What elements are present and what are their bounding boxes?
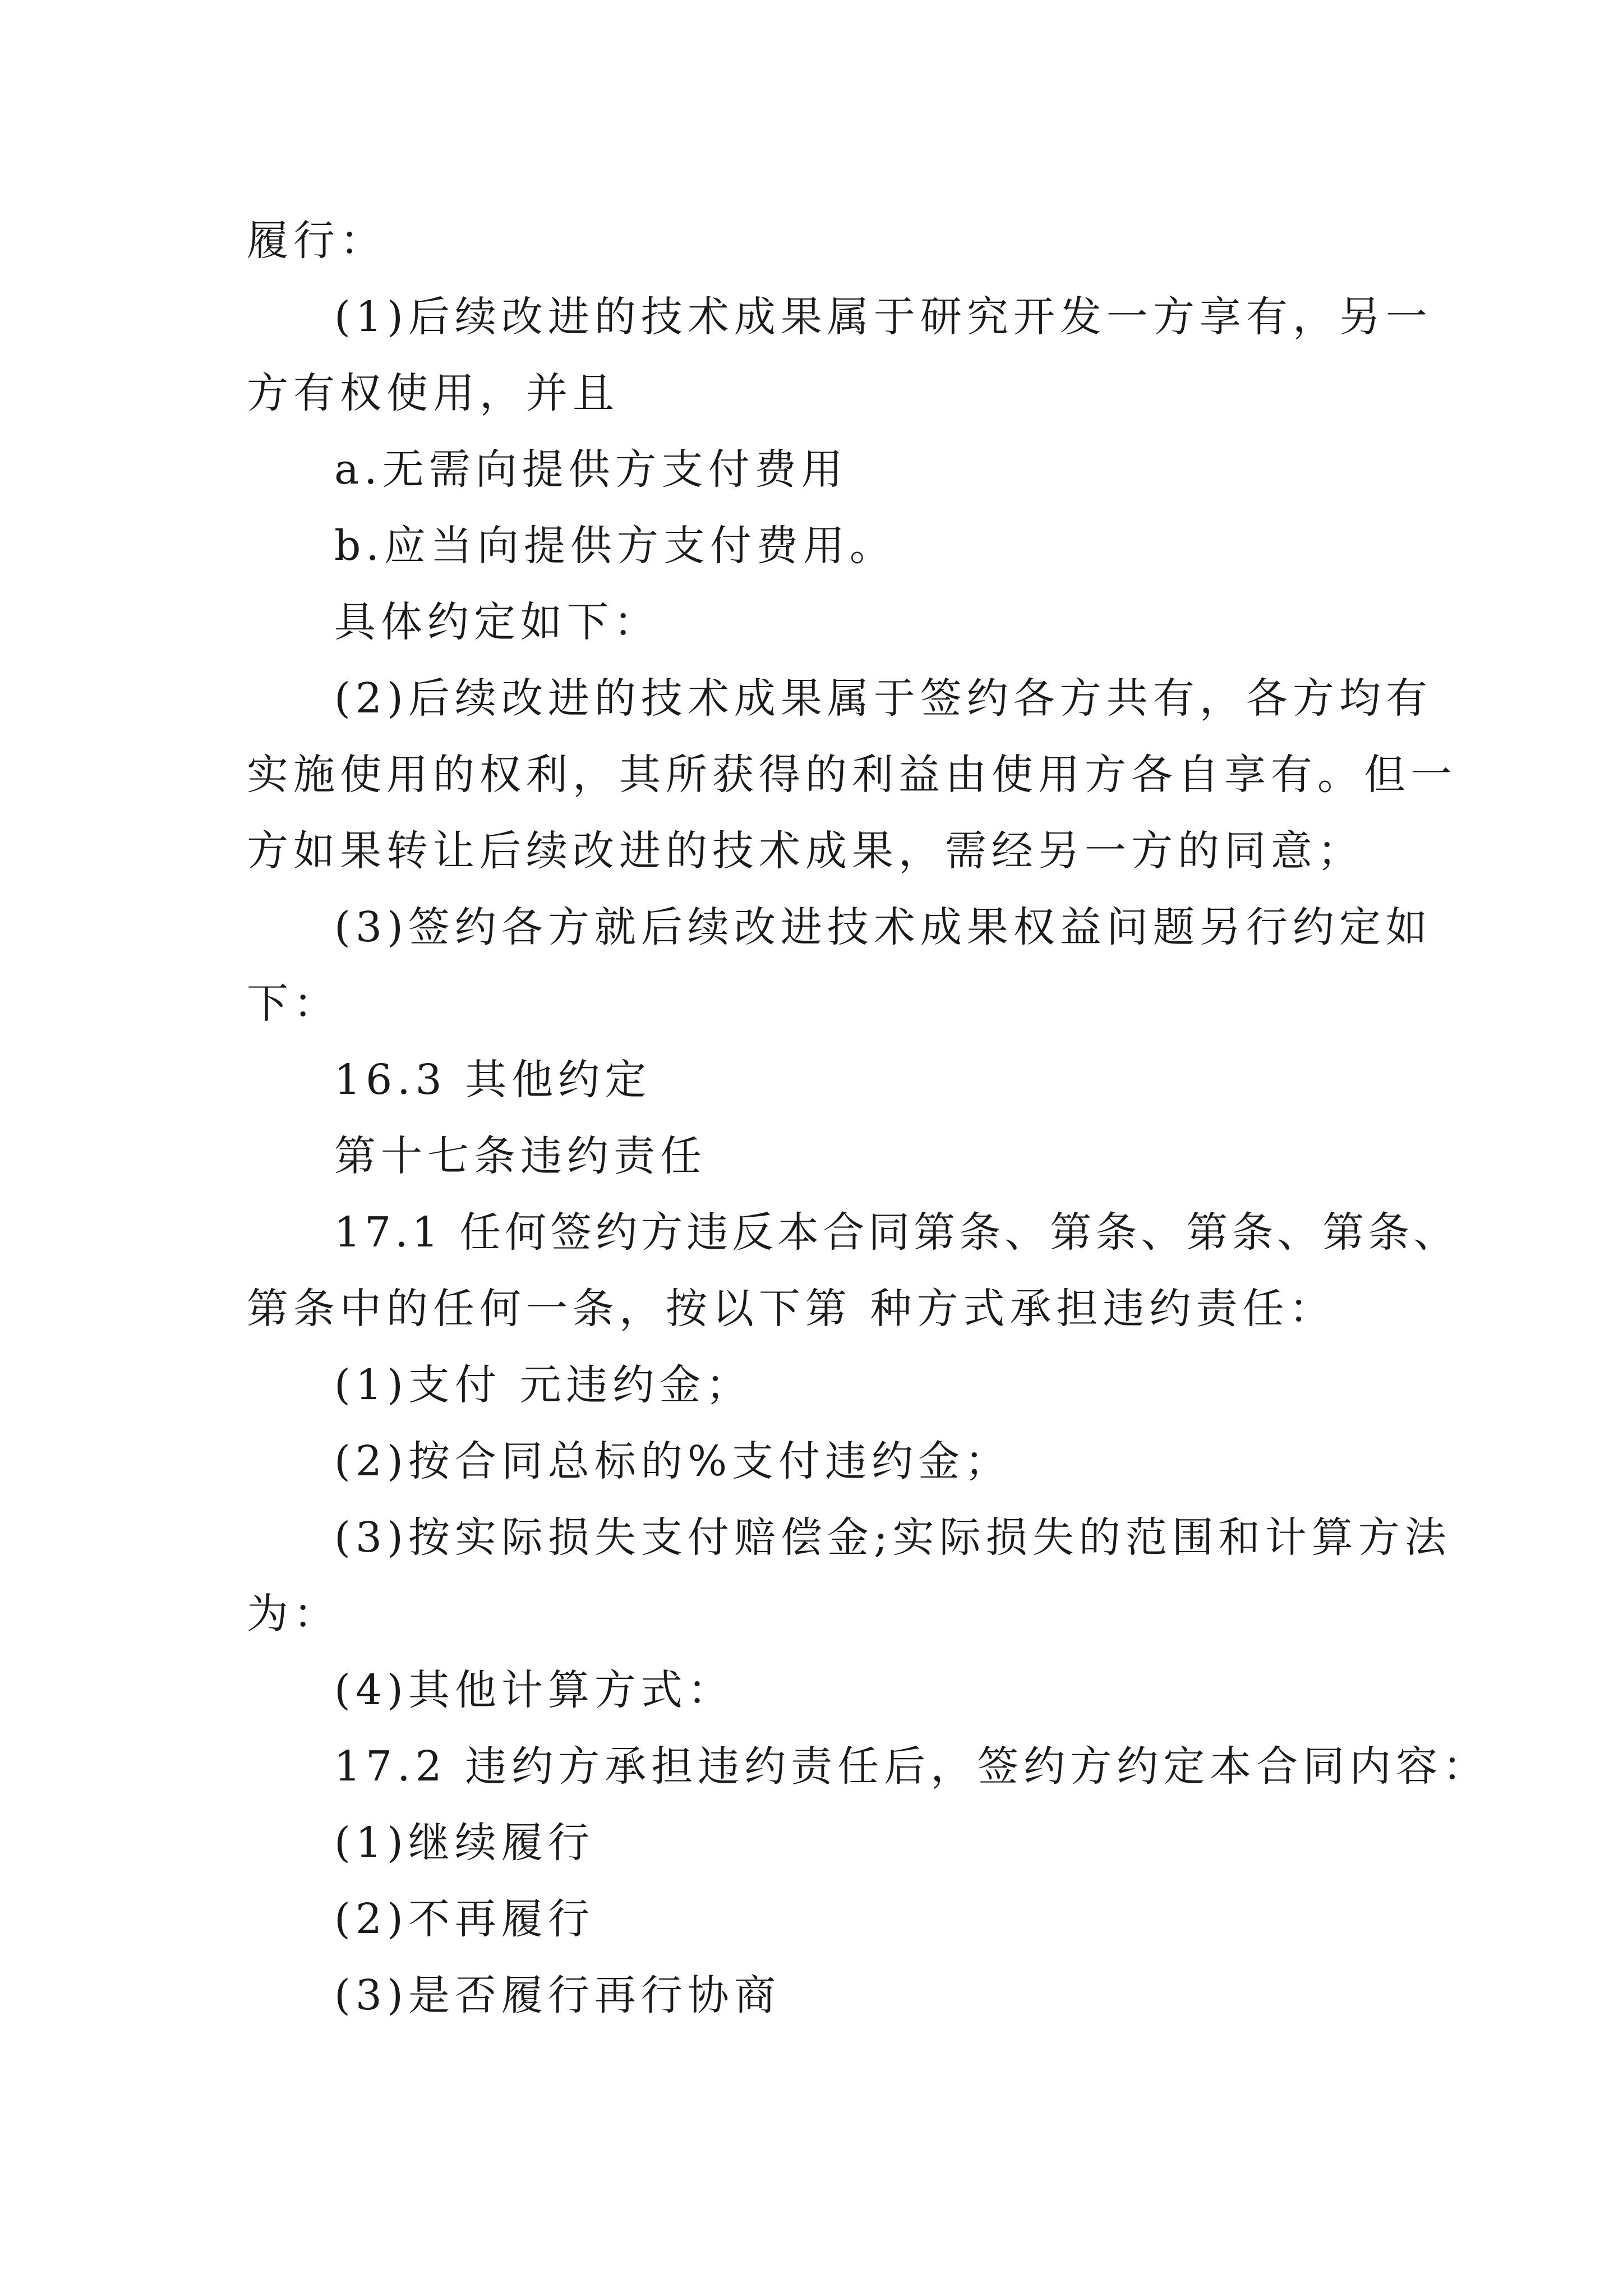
text-line: (3)是否履行再行协商 — [334, 1971, 781, 2019]
text-line: (1)支付 元违约金； — [334, 1361, 753, 1409]
text-line: 方如果转让后续改进的技术成果，需经另一方的同意； — [247, 827, 1364, 875]
text-line: 具体约定如下： — [334, 598, 660, 646]
text-line: 17.1 任何签约方违反本合同第条、第条、第条、第条、 — [334, 1208, 1459, 1257]
text-line: b.应当向提供方支付费用。 — [334, 522, 896, 570]
text-line: 下： — [247, 979, 340, 1028]
text-line: (2)按合同总标的%支付违约金； — [334, 1437, 1012, 1485]
text-line: (2)后续改进的技术成果属于签约各方共有，各方均有 — [334, 674, 1432, 723]
text-line: (1)继续履行 — [334, 1819, 594, 1867]
text-line: 17.2 违约方承担违约责任后，签约方约定本合同内容： — [334, 1742, 1490, 1791]
text-line: (4)其他计算方式： — [334, 1666, 734, 1714]
text-line: 履行： — [247, 217, 386, 265]
text-line: 方有权使用，并且 — [247, 369, 619, 417]
article-heading: 第十七条违约责任 — [334, 1132, 707, 1180]
text-line: (3)签约各方就后续改进技术成果权益问题另行约定如 — [334, 903, 1432, 951]
text-line: 第条中的任何一条，按以下第 种方式承担违约责任： — [247, 1285, 1336, 1333]
section-heading: 16.3 其他约定 — [334, 1056, 652, 1104]
text-line: (3)按实际损失支付赔偿金;实际损失的范围和计算方法 — [334, 1513, 1451, 1562]
text-line: (2)不再履行 — [334, 1895, 594, 1943]
text-line: 为： — [247, 1590, 340, 1638]
text-line: (1)后续改进的技术成果属于研究开发一方享有，另一 — [334, 293, 1432, 341]
text-line: 实施使用的权利，其所获得的利益由使用方各自享有。但一 — [247, 751, 1457, 799]
text-line: a.无需向提供方支付费用 — [334, 445, 848, 494]
